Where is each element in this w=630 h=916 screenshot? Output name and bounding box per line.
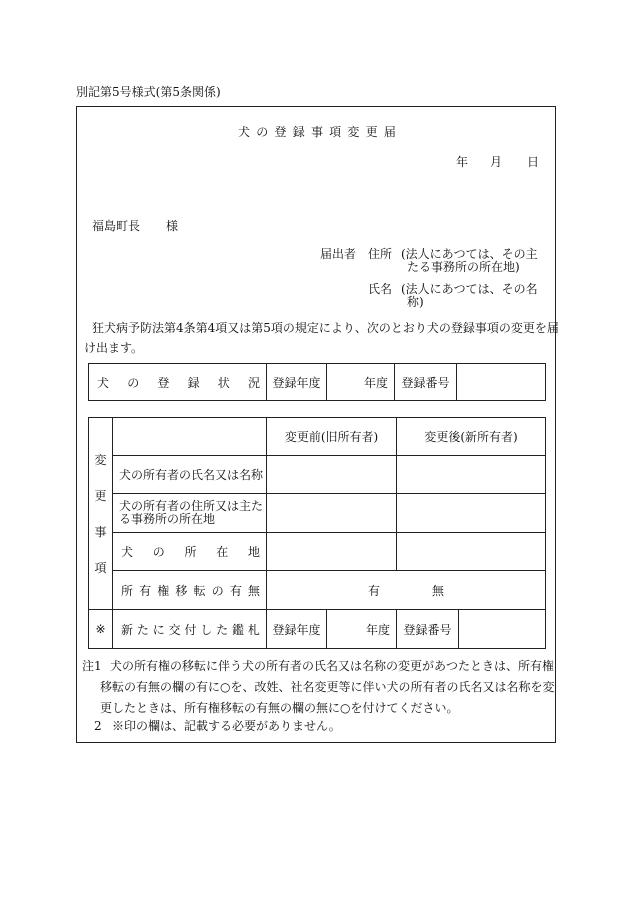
registration-number-label: 登録番号	[395, 364, 457, 401]
change-items-side-label: 変 更 事 項	[89, 418, 113, 610]
note-1-line-2: 移転の有無の欄の有に○を、改姓、社名変更等に伴い犬の所有者の氏名又は名称を変	[100, 680, 555, 694]
registration-status-table	[88, 363, 546, 401]
new-tag-number-field[interactable]	[459, 610, 545, 648]
address-label: 住所	[368, 247, 393, 261]
ownership-transfer-choice	[267, 571, 546, 610]
ownership-no-option[interactable]: 無	[432, 583, 445, 598]
registration-year-label: 登録年度	[267, 364, 327, 401]
addressee: 福島町長	[92, 219, 141, 233]
note-2-text: ※印の欄は、記載する必要がありません。	[112, 719, 341, 733]
change-details-table	[88, 417, 546, 649]
new-tag-year-field[interactable]: 年度	[365, 622, 390, 637]
form-reference: 別記第5号様式(第5条関係)	[76, 85, 221, 99]
owner-name-after-field[interactable]	[397, 456, 546, 494]
date-day: 日	[527, 155, 540, 169]
owner-address-before-field[interactable]	[267, 494, 397, 533]
dog-location-after-field[interactable]	[397, 533, 546, 571]
office-use-mark: ※	[89, 610, 113, 649]
body-text-line-1: 狂犬病予防法第4条第4項又は第5項の規定により、次のとおり犬の登録事項の変更を届	[92, 321, 559, 335]
date-month: 月	[490, 155, 503, 169]
registration-year-field[interactable]: 年度	[327, 364, 395, 401]
addressee-suffix: 様	[166, 219, 179, 233]
row-owner-address-label: 犬の所有者の住所又は主た る事務所の所在地	[113, 494, 267, 533]
new-tag-number-cell	[397, 610, 546, 649]
body-text-line-2: け出ます。	[84, 341, 144, 355]
new-tag-number-label: 登録番号	[397, 610, 459, 648]
date-year: 年	[456, 155, 469, 169]
address-note-1: (法人にあつては、その主	[401, 247, 538, 261]
note-1-line-1: 犬の所有権の移転に伴う犬の所有者の氏名又は名称の変更があつたときは、所有権	[110, 659, 555, 673]
column-before-header: 変更前(旧所有者)	[267, 418, 397, 456]
note-2-label: 2	[94, 719, 102, 733]
note-1-line-3: 更したときは、所有権移転の有無の欄の無に○を付けてください。	[100, 701, 459, 715]
column-after-header: 変更後(新所有者)	[397, 418, 546, 456]
applicant-label: 届出者	[320, 247, 357, 261]
address-note-2: たる事務所の所在地)	[407, 260, 520, 274]
row-ownership-transfer-label: 所 有 権 移 転 の 有 無	[113, 571, 267, 610]
owner-name-before-field[interactable]	[267, 456, 397, 494]
row-new-tag-label: 新 た に 交 付 し た 鑑 札	[113, 610, 267, 649]
dog-location-before-field[interactable]	[267, 533, 397, 571]
note-1-label: 注1	[82, 659, 102, 673]
name-label: 氏名	[368, 282, 393, 296]
form-title: 犬 の 登 録 事 項 変 更 届	[238, 125, 396, 139]
new-tag-year-cell	[267, 610, 397, 649]
owner-address-after-field[interactable]	[397, 494, 546, 533]
registration-number-field[interactable]	[457, 364, 546, 401]
row-dog-location-label: 犬 の 所 在 地	[113, 533, 267, 571]
header-blank-cell	[113, 418, 267, 456]
row-owner-name-label: 犬の所有者の氏名又は名称	[113, 456, 267, 494]
name-note-1: (法人にあつては、その名	[401, 282, 538, 296]
new-tag-year-label: 登録年度	[267, 610, 327, 648]
registration-status-label: 犬 の 登 録 状 況	[89, 364, 267, 401]
name-note-2: 称)	[407, 295, 424, 309]
ownership-yes-option[interactable]: 有	[367, 583, 380, 598]
